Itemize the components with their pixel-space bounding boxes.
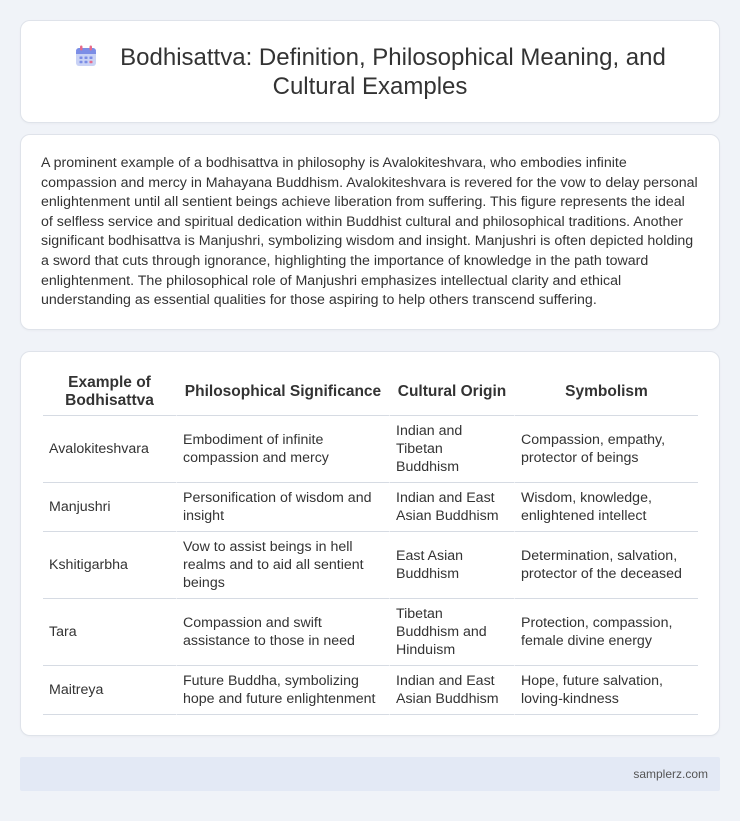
column-header-example: Example of Bodhisattva (43, 368, 176, 416)
table-header-row (43, 368, 698, 416)
cell-significance: Personification of wisdom and insight (176, 483, 389, 532)
cell-origin: East Asian Buddhism (389, 532, 514, 599)
cell-symbolism: Determination, salvation, protector of the deceased (514, 532, 698, 599)
cell-example: Kshitigarbha (43, 532, 176, 599)
page-title-text: Bodhisattva: Definition, Philosophical Meaning, and Cultural Examples (120, 43, 666, 100)
cell-origin: Indian and Tibetan Buddhism (389, 416, 514, 483)
column-header-significance: Philosophical Significance (176, 368, 389, 416)
footer-site-link[interactable]: samplerz.com (633, 767, 708, 781)
cell-origin: Indian and East Asian Buddhism (389, 666, 514, 715)
column-header-symbolism: Symbolism (514, 368, 698, 416)
table-row (43, 483, 698, 532)
cell-significance: Future Buddha, symbolizing hope and future enlightenment (176, 666, 389, 715)
cell-example: Maitreya (43, 666, 176, 715)
cell-significance: Compassion and swift assistance to those in need (176, 599, 389, 666)
cell-symbolism: Wisdom, knowledge, enlightened intellect (514, 483, 698, 532)
table-row (43, 532, 698, 599)
title-card (20, 20, 720, 123)
calendar-icon (74, 44, 98, 68)
column-header-origin: Cultural Origin (389, 368, 514, 416)
table-row (43, 599, 698, 666)
table-row (43, 416, 698, 483)
intro-card (20, 134, 720, 330)
cell-origin: Indian and East Asian Buddhism (389, 483, 514, 532)
footer-bar (20, 757, 720, 791)
cell-significance: Embodiment of infinite compassion and mercy (176, 416, 389, 483)
intro-paragraph: A prominent example of a bodhisattva in philosophy is Avalokiteshvara, who embodies infinite compassion and mercy in Mahayana Buddhism. Avalokiteshvara is revered for the vow to delay personal enlightenment until all sentient beings achieve liberation from suffering. This figure represents the ideal of selfless service and spiritual dedication within Buddhist cultural and philosophical traditions. Another significant bodhisattva is Manjushri, symbolizing wisdom and insight. Manjushri is often depicted holding a sword that cuts through ignorance, highlighting the importance of knowledge in the path toward enlightenment. The philosophical role of Manjushri emphasizes intellectual clarity and ethical understanding as essential qualities for those aspiring to help others transcend suffering. (41, 155, 698, 309)
cell-symbolism: Compassion, empathy, protector of beings (514, 416, 698, 483)
table-card (20, 351, 720, 736)
bodhisattva-table (43, 368, 698, 715)
cell-example: Tara (43, 599, 176, 666)
table-row (43, 666, 698, 715)
cell-origin: Tibetan Buddhism and Hinduism (389, 599, 514, 666)
cell-symbolism: Hope, future salvation, loving-kindness (514, 666, 698, 715)
cell-symbolism: Protection, compassion, female divine energy (514, 599, 698, 666)
page-title (61, 43, 679, 101)
cell-example: Avalokiteshvara (43, 416, 176, 483)
cell-significance: Vow to assist beings in hell realms and to aid all sentient beings (176, 532, 389, 599)
cell-example: Manjushri (43, 483, 176, 532)
